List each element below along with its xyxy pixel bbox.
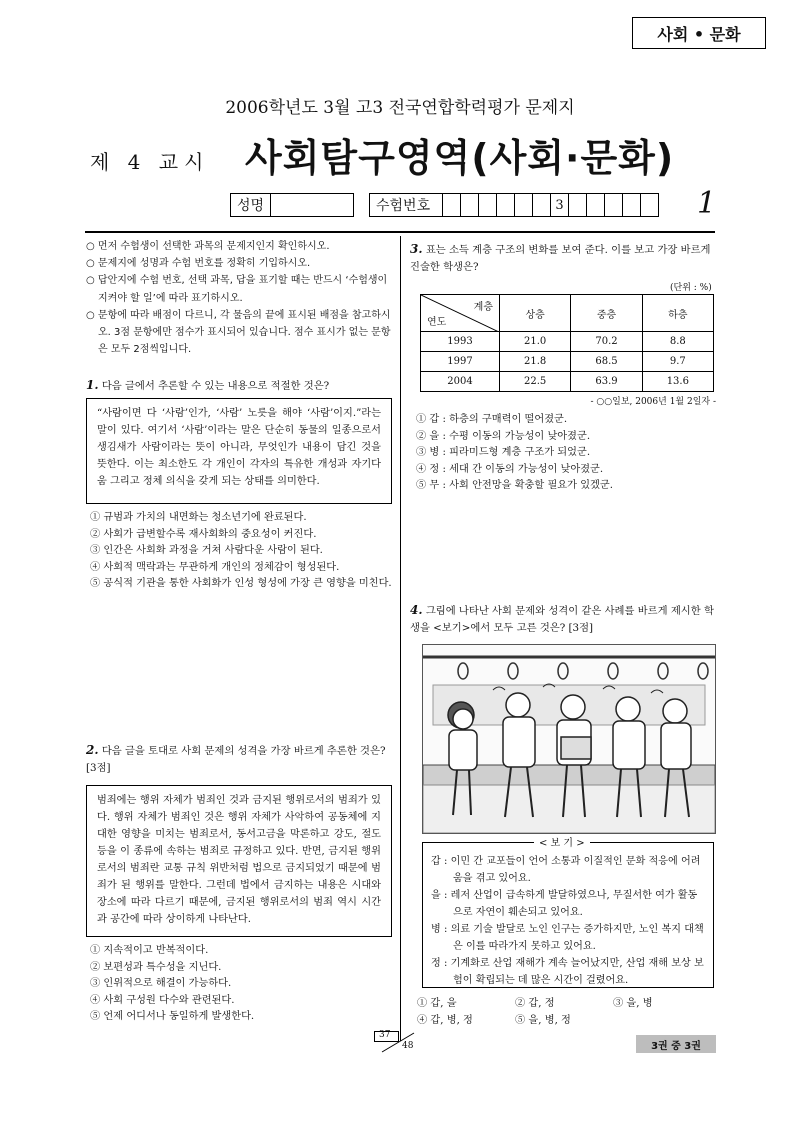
table-cell: 21.0 bbox=[500, 332, 571, 352]
question-2-stem bbox=[86, 742, 392, 777]
exam-number-cell bbox=[623, 193, 641, 217]
question-2-passage: 범죄에는 행위 자체가 범죄인 것과 금지된 행위로서의 범죄가 있다. 행위 자체가 범죄인 것은 행위 자체가 사악하여 공동체에 지대한 영향을 미치는 범죄로서, 동서고금을 막론하고 강도, 절도 등을 이 종류에 속하는 범죄로 규정하고 있다. 반면, 금지된 행위로서의 범죄란 교통 규칙 위반처럼 법으로 금지되었기 때문에 범죄가 된 행위를 말한다. 그런데 법에서 금지하는 내용은 시대와 장소에 따라 다르기 때문에, 금지된 행위로서의 범죄 역시 시간과 공간에 따라 상이하게 나타난다. bbox=[86, 785, 392, 937]
answer-choice[interactable]: ④ 정 : 세대 간 이동의 가능성이 낮아졌군. bbox=[416, 463, 604, 475]
table-source: - ○○일보, 2006년 1월 2일자 - bbox=[590, 397, 716, 407]
name-field bbox=[230, 193, 354, 217]
answer-choice[interactable]: ⑤ 공식적 기관을 통한 사회화가 인성 형성에 가장 큰 영향을 미친다. bbox=[90, 578, 392, 590]
exam-period: 제 4 교시 bbox=[90, 150, 210, 174]
page-current: 37 bbox=[379, 1030, 391, 1040]
answer-choice[interactable]: ③ 인간은 사회화 과정을 거쳐 사람다운 사람이 된다. bbox=[90, 545, 323, 557]
exam-number-label: 수험번호 bbox=[369, 193, 443, 217]
question-4-choices bbox=[417, 995, 717, 1029]
exam-title: 2006학년도 3월 고3 전국연합학력평가 문제지 bbox=[225, 98, 575, 118]
name-label: 성명 bbox=[230, 193, 271, 217]
table-cell: 2004 bbox=[421, 372, 500, 392]
table-header: 중층 bbox=[571, 295, 642, 332]
answer-choice[interactable]: ③ 병 : 피라미드형 계층 구조가 되었군. bbox=[416, 447, 591, 459]
table-cell: 63.9 bbox=[571, 372, 642, 392]
answer-choice[interactable]: ② 갑, 정 bbox=[515, 998, 555, 1009]
bogi-box bbox=[422, 842, 714, 988]
bogi-item: 정 : 기계화로 산업 재해가 계속 늘어났지만, 산업 재해 보상 보험이 확립되는 데 많은 시간이 걸렸어요. bbox=[431, 958, 704, 986]
exam-number-cell bbox=[479, 193, 497, 217]
table-corner-top: 계층 bbox=[473, 302, 493, 313]
table-header: 하층 bbox=[642, 295, 713, 332]
table-cell: 22.5 bbox=[500, 372, 571, 392]
table-cell: 13.6 bbox=[642, 372, 713, 392]
table-header: 상층 bbox=[500, 295, 571, 332]
bogi-item: 갑 : 이민 간 교포들이 언어 소통과 이질적인 문화 적응에 어려움을 겪고 있어요. bbox=[431, 856, 701, 884]
subway-illustration bbox=[422, 644, 716, 834]
table-cell: 1997 bbox=[421, 352, 500, 372]
answer-choice[interactable]: ④ 사회적 맥락과는 무관하게 개인의 정체감이 형성된다. bbox=[90, 561, 340, 573]
answer-choice[interactable]: ② 사회가 급변할수록 재사회화의 중요성이 커진다. bbox=[90, 528, 317, 540]
answer-choice[interactable]: ④ 갑, 병, 정 bbox=[417, 1015, 473, 1026]
table-cell: 21.8 bbox=[500, 352, 571, 372]
income-table bbox=[420, 294, 714, 392]
question-1-choices bbox=[90, 510, 392, 593]
exam-number-field bbox=[369, 193, 659, 217]
answer-choice[interactable]: ① 갑 : 하층의 구매력이 떨어졌군. bbox=[416, 414, 568, 425]
exam-number-cell bbox=[587, 193, 605, 217]
bogi-item: 병 : 의료 기술 발달로 노인 인구는 증가하지만, 노인 복지 대책은 이를 따라가지 못하고 있어요. bbox=[431, 924, 704, 952]
question-3-stem bbox=[410, 241, 716, 276]
answer-choice[interactable]: ⑤ 언제 어디서나 동일하게 발생한다. bbox=[90, 1011, 255, 1023]
question-1-stem bbox=[86, 377, 392, 395]
table-corner-cell bbox=[421, 295, 500, 332]
instruction-item: ○ 답안지에 수험 번호, 선택 과목, 답을 표기할 때는 반드시 ‘수험생이 지켜야 할 일’에 따라 표기하시오. bbox=[86, 275, 388, 304]
bogi-title: < 보 기 > bbox=[534, 834, 590, 849]
answer-choice[interactable]: ① 지속적이고 반복적이다. bbox=[90, 945, 209, 956]
question-3-choices bbox=[416, 412, 716, 495]
question-number: 1. bbox=[86, 378, 99, 392]
table-row bbox=[421, 332, 714, 352]
instruction-item: ○ 먼저 수험생이 선택한 과목의 문제지인지 확인하시오. bbox=[86, 241, 330, 252]
exam-number-cell bbox=[605, 193, 623, 217]
table-corner-bottom: 연도 bbox=[427, 317, 447, 328]
table-cell: 8.8 bbox=[642, 332, 713, 352]
bogi-item: 을 : 레저 산업이 급속하게 발달하였으나, 무질서한 여가 활동으로 자연이 훼손되고 있어요. bbox=[431, 890, 698, 918]
question-text: 다음 글에서 추론할 수 있는 내용으로 적절한 것은? bbox=[101, 380, 330, 392]
exam-number-cell bbox=[443, 193, 461, 217]
answer-choice[interactable]: ② 을 : 수평 이동의 가능성이 낮아졌군. bbox=[416, 430, 591, 442]
question-1-passage: “사람이면 다 ‘사람’인가, ‘사람’ 노릇을 해야 ‘사람’이지.”라는 말이 있다. 여기서 ‘사람’이라는 말은 단순히 동물의 일종으로서 생김새가 사람이라는 뜻이 아니라, 무엇인가 내용이 담긴 것을 뜻한다. 이는 최소한도 각 개인이 각자의 특유한 개성과 자기다움 그리고 정체 의식을 갖게 되는 상태를 의미한다. bbox=[86, 398, 392, 504]
table-row bbox=[421, 352, 714, 372]
volume-badge: 3권 중 3권 bbox=[636, 1035, 716, 1053]
table-row bbox=[421, 372, 714, 392]
question-text: 그림에 나타난 사회 문제와 성격이 같은 사례를 바르게 제시한 학생을 <보기>에서 모두 고른 것은? [3점] bbox=[410, 605, 714, 634]
page-total: 48 bbox=[402, 1041, 414, 1051]
answer-choice[interactable]: ② 보편성과 특수성을 지닌다. bbox=[90, 961, 222, 973]
question-text: 다음 글을 토대로 사회 문제의 성격을 가장 바르게 추론한 것은? [3점] bbox=[86, 745, 386, 774]
name-blank bbox=[271, 193, 354, 217]
exam-number-cell bbox=[569, 193, 587, 217]
subject-tag: 사회 • 문화 bbox=[632, 17, 766, 49]
header-divider bbox=[85, 231, 715, 233]
table-unit: (단위 : %) bbox=[670, 283, 712, 293]
answer-choice[interactable]: ⑤ 무 : 사회 안전망을 확충할 필요가 있겠군. bbox=[416, 480, 613, 492]
instruction-item: ○ 문제지에 성명과 수험 번호를 정확히 기입하시오. bbox=[86, 258, 311, 270]
page-title: 사회탐구영역(사회·문화) bbox=[245, 136, 675, 180]
exam-number-cell bbox=[461, 193, 479, 217]
page-number: 1 bbox=[697, 186, 717, 221]
answer-choice[interactable]: ③ 을, 병 bbox=[613, 998, 653, 1009]
answer-choice[interactable]: ⑤ 을, 병, 정 bbox=[515, 1015, 571, 1026]
question-number: 4. bbox=[410, 603, 423, 617]
question-2-choices bbox=[90, 943, 392, 1026]
question-text: 표는 소득 계층 구조의 변화를 보여 준다. 이를 보고 가장 바르게 진술한 학생은? bbox=[410, 244, 711, 273]
page-fraction bbox=[374, 1031, 424, 1053]
table-cell: 68.5 bbox=[571, 352, 642, 372]
instruction-item: ○ 문항에 따라 배점이 다르니, 각 물음의 끝에 표시된 배점을 참고하시오. 3점 문항에만 점수가 표시되어 있습니다. 점수 표시가 없는 문항은 모두 2점씩입니다. bbox=[86, 309, 391, 356]
answer-choice[interactable]: ③ 인위적으로 해결이 가능하다. bbox=[90, 978, 232, 990]
question-4-stem bbox=[410, 602, 716, 637]
exam-number-digit: 3 bbox=[551, 193, 569, 217]
column-divider bbox=[400, 236, 401, 1041]
question-number: 3. bbox=[410, 242, 423, 256]
table-cell: 9.7 bbox=[642, 352, 713, 372]
answer-choice[interactable]: ① 갑, 을 bbox=[417, 998, 457, 1009]
table-cell: 70.2 bbox=[571, 332, 642, 352]
exam-number-cell bbox=[533, 193, 551, 217]
table-cell: 1993 bbox=[421, 332, 500, 352]
answer-choice[interactable]: ④ 사회 구성원 다수와 관련된다. bbox=[90, 994, 235, 1006]
question-number: 2. bbox=[86, 743, 99, 757]
instructions bbox=[86, 238, 392, 358]
exam-number-cell bbox=[641, 193, 659, 217]
exam-number-cell bbox=[515, 193, 533, 217]
answer-choice[interactable]: ① 규범과 가치의 내면화는 청소년기에 완료된다. bbox=[90, 512, 307, 523]
exam-number-cell bbox=[497, 193, 515, 217]
